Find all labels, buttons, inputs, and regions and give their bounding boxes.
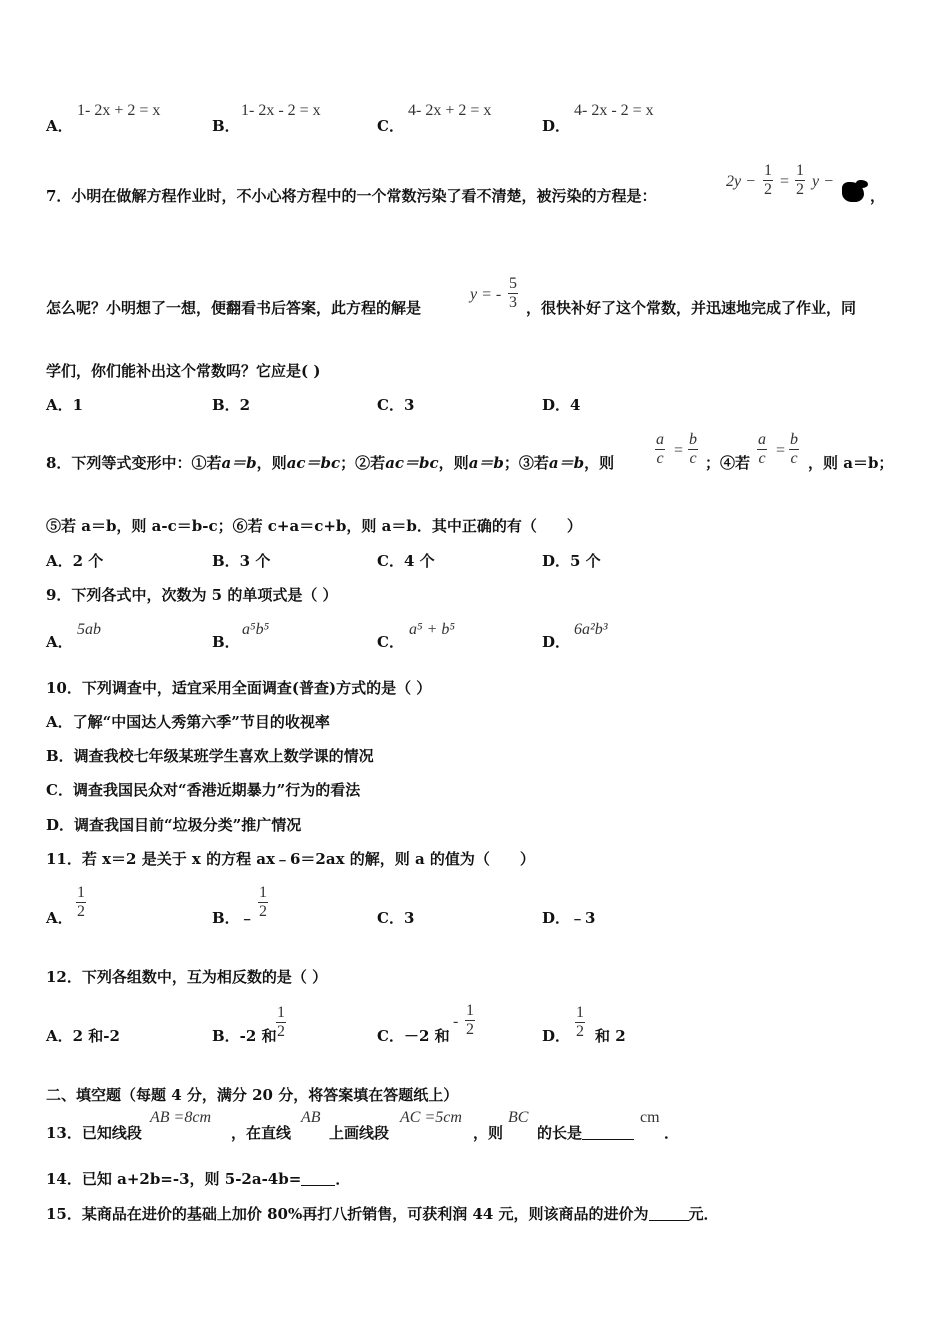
q8-text-10: a＝b bbox=[548, 454, 585, 472]
q12-option-c-fraction-num: 1 bbox=[466, 1002, 474, 1019]
q8-fraction-b-2-num: b bbox=[790, 431, 798, 448]
q8-fraction-equals-1: = bbox=[674, 442, 684, 459]
q13-part-4: ，则 bbox=[473, 1124, 504, 1142]
q12-option-d-label: D． bbox=[542, 1027, 571, 1045]
q8-fraction-b-1-den: c bbox=[689, 450, 697, 467]
q11-option-a-fraction-num: 1 bbox=[77, 884, 85, 901]
q8-fraction-a-2-den: c bbox=[758, 450, 766, 467]
q9-option-a-label: A． bbox=[46, 633, 73, 651]
q13-answer-blank[interactable] bbox=[582, 1125, 634, 1140]
q12-option-b-label: B．-2 和 bbox=[212, 1027, 277, 1045]
q11-option-a-label: A． bbox=[46, 909, 73, 927]
q11-option-b-fraction bbox=[258, 884, 268, 921]
q12-option-c-label: C．－2 和 bbox=[377, 1027, 450, 1045]
q8-text-9: ；③若 bbox=[503, 454, 549, 472]
q11-option-c: C．3 bbox=[377, 909, 415, 927]
q7-eq-left: 2y − bbox=[726, 173, 756, 190]
q9-option-b-label: B． bbox=[212, 633, 240, 651]
q8-fraction-a-2 bbox=[757, 431, 767, 468]
q8-text-3: ，则 bbox=[256, 454, 287, 472]
q9-option-d-label: D． bbox=[542, 633, 571, 651]
q15-text: 15．某商品在进价的基础上加价 80%再打八折销售，可获利润 44 元，则该商品的进价为 bbox=[46, 1205, 649, 1223]
q9-option-d-expr: 6a²b³ bbox=[574, 621, 608, 638]
q12-option-b-fraction-num: 1 bbox=[277, 1004, 285, 1021]
q8-text-8: a＝b bbox=[468, 454, 504, 472]
q7-solution-fraction-num: 5 bbox=[509, 275, 517, 292]
q7-eq-fraction-2-num: 1 bbox=[796, 162, 804, 179]
q6-option-c-expr: 4- 2x + 2 = x bbox=[408, 102, 492, 119]
q12-option-c-minus: - bbox=[453, 1013, 459, 1030]
q6-option-a-label: A． bbox=[46, 117, 73, 135]
q13-unit: cm bbox=[640, 1109, 660, 1126]
q8-option-a: A．2 个 bbox=[46, 552, 104, 570]
q7-option-b: B．2 bbox=[212, 396, 251, 414]
q11-option-b-fraction-num: 1 bbox=[259, 884, 267, 901]
q11-stem: 11．若 x＝2 是关于 x 的方程 ax﹣6＝2ax 的解，则 a 的值为（ ） bbox=[46, 850, 535, 868]
section-2-heading: 二、填空题（每题 4 分，满分 20 分，将答案填在答题纸上） bbox=[46, 1086, 459, 1104]
q12-option-d-fraction-den: 2 bbox=[576, 1023, 584, 1040]
q8-fraction-b-1-num: b bbox=[689, 431, 697, 448]
q7-eq-y: y − bbox=[812, 173, 834, 190]
q6-option-b-expr: 1- 2x - 2 = x bbox=[241, 102, 321, 119]
q10-option-a: A．了解“中国达人秀第六季”节目的收视率 bbox=[46, 713, 330, 731]
q13-part-5 bbox=[537, 1123, 634, 1143]
q9-option-b-expr: a⁵b⁵ bbox=[242, 621, 270, 638]
q7-eq-fraction-1 bbox=[763, 162, 773, 199]
q8-stem-line2: ⑤若 a＝b，则 a-c＝b-c；⑥若 c+a＝c+b，则 a＝b．其中正确的有（ ） bbox=[46, 517, 582, 535]
q11-option-b-fraction-den: 2 bbox=[259, 903, 267, 920]
q12-option-b-fraction bbox=[276, 1004, 286, 1041]
q9-stem: 9．下列各式中，次数为 5 的单项式是（ ） bbox=[46, 586, 338, 604]
q8-text-5: ；②若 bbox=[340, 454, 386, 472]
q7-stem-line1: 7．小明在做解方程作业时，不小心将方程中的一个常数污染了看不清楚，被污染的方程是： bbox=[46, 187, 657, 205]
q13-part-5-text: 的长是 bbox=[537, 1124, 583, 1142]
q10-option-b: B．调查我校七年级某班学生喜欢上数学课的情况 bbox=[46, 747, 374, 765]
q8-fraction-equals-2: = bbox=[776, 442, 786, 459]
q12-option-d-fraction-num: 1 bbox=[576, 1004, 584, 1021]
q8-stem-line1 bbox=[46, 453, 614, 473]
q6-option-c-label: C． bbox=[377, 117, 404, 135]
q13-math-4: BC bbox=[508, 1109, 529, 1126]
q8-sep-4: ；④若 bbox=[705, 454, 751, 472]
q15-line bbox=[46, 1204, 719, 1224]
q13-math-1: AB =8cm bbox=[150, 1109, 211, 1126]
q9-option-a-expr: 5ab bbox=[77, 621, 101, 638]
q15-tail: 元． bbox=[688, 1205, 719, 1223]
q7-stem-line2-a: 怎么呢？小明想了一想，便翻看书后答案，此方程的解是 bbox=[46, 299, 422, 317]
q12-option-c-fraction bbox=[465, 1002, 475, 1039]
q12-option-b-fraction-den: 2 bbox=[277, 1023, 285, 1040]
q7-eq-fraction-1-den: 2 bbox=[764, 181, 772, 198]
q7-eq-fraction-2-den: 2 bbox=[796, 181, 804, 198]
q8-text-2: a＝b bbox=[221, 454, 257, 472]
q8-stem-line1-end: ，则 a＝b； bbox=[808, 454, 894, 472]
q11-option-b-label: B．﹣ bbox=[212, 909, 255, 927]
ink-stain-icon bbox=[842, 182, 864, 202]
q14-tail: ． bbox=[335, 1170, 351, 1188]
q13-math-2: AB bbox=[301, 1109, 321, 1126]
q13-part-1: 13．已知线段 bbox=[46, 1124, 142, 1142]
q7-eq-fraction-2 bbox=[795, 162, 805, 199]
q6-option-d-expr: 4- 2x - 2 = x bbox=[574, 102, 654, 119]
q14-text: 14．已知 a+2b=-3，则 5-2a-4b= bbox=[46, 1170, 302, 1188]
q11-option-a-fraction bbox=[76, 884, 86, 921]
q13-math-3: AC =5cm bbox=[400, 1109, 462, 1126]
q8-text-6: ac＝bc bbox=[385, 454, 439, 472]
q13-part-2: ，在直线 bbox=[231, 1124, 292, 1142]
q14-line bbox=[46, 1169, 350, 1189]
q12-stem: 12．下列各组数中，互为相反数的是（ ） bbox=[46, 968, 328, 986]
q7-comma: ， bbox=[870, 187, 886, 205]
q7-solution-fraction-den: 3 bbox=[509, 294, 517, 311]
q12-option-c-fraction-den: 2 bbox=[466, 1021, 474, 1038]
q6-option-a-expr: 1- 2x + 2 = x bbox=[77, 102, 161, 119]
q8-fraction-a-1-den: c bbox=[656, 450, 664, 467]
q8-fraction-b-1 bbox=[688, 431, 698, 468]
q10-option-c: C．调查我国民众对“香港近期暴力”行为的看法 bbox=[46, 781, 361, 799]
q8-fraction-a-1-num: a bbox=[656, 431, 664, 448]
q6-option-d-label: D． bbox=[542, 117, 571, 135]
q7-eq-equals: = bbox=[780, 173, 790, 190]
q8-option-b: B．3 个 bbox=[212, 552, 271, 570]
q7-solution-y: y = - bbox=[470, 286, 502, 303]
q8-option-c: C．4 个 bbox=[377, 552, 435, 570]
q9-option-c-expr: a⁵ + b⁵ bbox=[409, 621, 455, 638]
q12-option-d-fraction bbox=[575, 1004, 585, 1041]
q7-option-a: A．1 bbox=[46, 396, 84, 414]
q12-option-d-tail: 和 2 bbox=[595, 1027, 626, 1045]
q13-part-3: 上画线段 bbox=[329, 1124, 390, 1142]
q8-fraction-b-2-den: c bbox=[790, 450, 798, 467]
q8-option-d: D．5 个 bbox=[542, 552, 601, 570]
q7-stem-line3: 学们，你们能补出这个常数吗？它应是( ) bbox=[46, 362, 321, 380]
q11-option-a-fraction-den: 2 bbox=[77, 903, 85, 920]
q6-option-b-label: B． bbox=[212, 117, 240, 135]
q8-text-1: 8．下列等式变形中：①若 bbox=[46, 454, 222, 472]
q14-answer-blank[interactable] bbox=[301, 1171, 335, 1186]
q7-eq-fraction-1-num: 1 bbox=[764, 162, 772, 179]
q7-solution-fraction bbox=[508, 275, 518, 312]
q8-text-4: ac＝bc bbox=[286, 454, 341, 472]
q8-fraction-a-2-num: a bbox=[758, 431, 766, 448]
q7-option-d: D．4 bbox=[542, 396, 581, 414]
q8-fraction-a-1 bbox=[655, 431, 665, 468]
q8-text-11: ，则 bbox=[584, 454, 615, 472]
q15-answer-blank[interactable] bbox=[649, 1206, 689, 1221]
q12-option-a: A．2 和-2 bbox=[46, 1027, 120, 1045]
q7-option-c: C．3 bbox=[377, 396, 415, 414]
q13-part-6: ． bbox=[664, 1124, 680, 1142]
q10-option-d: D．调查我国目前“垃圾分类”推广情况 bbox=[46, 816, 302, 834]
q8-text-7: ，则 bbox=[438, 454, 469, 472]
q8-fraction-b-2 bbox=[789, 431, 799, 468]
q11-option-d: D．﹣3 bbox=[542, 909, 596, 927]
q7-stem-line2-b: ，很快补好了这个常数，并迅速地完成了作业，同 bbox=[526, 299, 857, 317]
q9-option-c-label: C． bbox=[377, 633, 404, 651]
q10-stem: 10．下列调查中，适宜采用全面调查(普查)方式的是（ ） bbox=[46, 679, 432, 697]
